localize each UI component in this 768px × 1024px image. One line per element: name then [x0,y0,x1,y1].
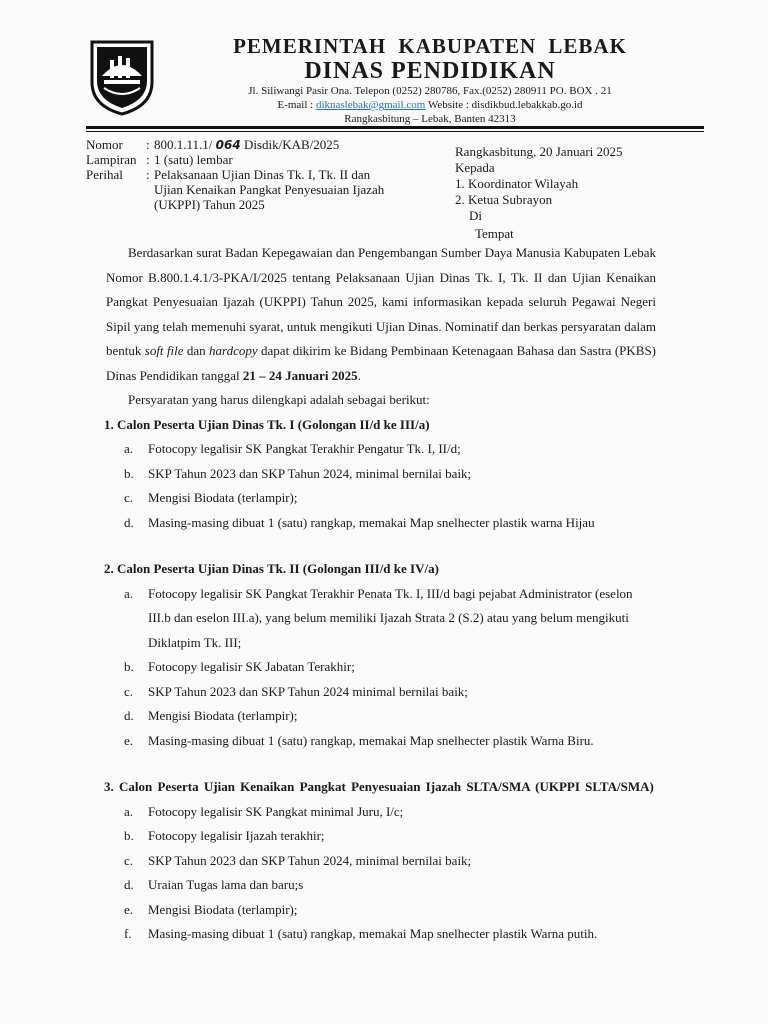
list-item [106,704,656,729]
intro-text-a: Berdasarkan surat Badan Kepegawaian dan Pengembangan Sumber Daya Manusia Kabupaten Lebak Nomor B.800.1.4.1/3-PKA/I/2025 tentang Pelaksanaan Ujian Dinas Tk. I, Tk. II dan Ujian Kenaikan Pangkat Penyesuaian Ijazah (UKPPI) Tahun 2025, kami informasikan kepada seluruh Pegawai Negeri Sipil yang telah memenuhi syarat, untuk mengikuti Ujian Dinas. Nominatif dan berkas persyaratan dalam bentuk [106,245,656,358]
list-item-text: SKP Tahun 2023 dan SKP Tahun 2024, minimal bernilai baik; [148,852,472,868]
lampiran-value: 1 (satu) lembar [154,152,233,167]
email-link[interactable]: diknaslebak@gmail.com [315,99,426,111]
nomor-suffix: Disdik/KAB/2025 [240,137,340,152]
list-marker: b. [124,659,134,674]
email-label: E-mail : [277,99,316,111]
section-gap [106,753,656,775]
list-marker: c. [124,683,134,699]
list-item [106,849,656,874]
list-marker: d. [124,877,134,892]
list-item-text: SKP Tahun 2023 dan SKP Tahun 2024, minimal bernilai baik; [148,465,472,481]
requirement-section [106,557,656,753]
list-item [106,800,656,825]
deadline-date: 21 – 24 Januari 2025 [242,367,358,383]
list-item-text: Fotocopy legalisir SK Pangkat minimal Juru, I/c; [148,803,404,819]
section-title: 3. Calon Peserta Ujian Kenaikan Pangkat Penyesuaian Ijazah SLTA/SMA (UKPPI SLTA/SMA) [104,779,654,794]
letter-body [106,241,656,947]
colon: : [146,167,150,182]
list-item [106,462,656,487]
section-gap [106,535,656,557]
list-item [106,680,656,705]
list-marker: e. [124,732,134,748]
section-title: 2. Calon Peserta Ujian Dinas Tk. II (Golongan III/d ke IV/a) [104,561,439,576]
perihal-label: Perihal [86,167,123,182]
nomor-prefix: 800.1.11.1/ [154,137,216,152]
intro-paragraph [106,241,656,388]
requirements-intro-text: Persyaratan yang harus dilengkapi adalah sebagai berikut: [128,392,430,407]
letter-date: Rangkasbitung, 20 Januari 2025 [455,144,623,159]
recipient-tempat: Tempat [475,226,514,241]
letterhead [160,34,700,126]
requirement-list [106,437,656,535]
colon: : [146,152,150,167]
list-item-text: Mengisi Biodata (terlampir); [148,490,298,505]
section-title: 1. Calon Peserta Ujian Dinas Tk. I (Golongan II/d ke III/a) [104,416,430,432]
recipient-to: Kepada [455,160,495,175]
perihal-line-3: (UKPPI) Tahun 2025 [154,197,265,212]
nomor-handwritten: 064 [215,138,241,152]
list-marker: a. [124,803,134,819]
regency-crest-icon [88,36,156,116]
recipient-di: Di [469,208,482,223]
list-marker: e. [124,901,134,917]
list-item [106,922,656,947]
requirements-intro [106,388,656,413]
list-marker: a. [124,441,134,456]
list-item-text: Mengisi Biodata (terlampir); [148,901,298,917]
colon: : [146,137,150,152]
list-item-text: Fotocopy legalisir SK Pangkat Terakhir Pengatur Tk. I, II/d; [148,441,461,456]
recipient-item: 1. Koordinator Wilayah [455,176,579,191]
recipient-item: 2. Ketua Subrayon [455,192,553,207]
list-item-text: SKP Tahun 2023 dan SKP Tahun 2024 minimal bernilai baik; [148,683,468,699]
list-item [106,437,656,462]
list-item-text: Masing-masing dibuat 1 (satu) rangkap, memakai Map snelhecter plastik warna Hijau [148,514,595,530]
list-item [106,824,656,849]
website-text: Website : disdikbud.lebakkab.go.id [425,99,583,111]
list-item [106,486,656,511]
contact-line [160,98,700,112]
requirement-section [106,413,656,536]
list-item-text: Masing-masing dibuat 1 (satu) rangkap, memakai Map snelhecter plastik Warna Biru. [148,732,594,748]
requirement-list [106,582,656,754]
nomor-label: Nomor [86,137,123,152]
list-item [106,729,656,754]
soft-file-term: soft file [144,343,184,358]
letterhead-rule-thick [86,126,704,129]
letterhead-rule-thin [86,131,704,132]
lampiran-label: Lampiran [86,152,137,167]
city-line: Rangkasbitung – Lebak, Banten 42313 [344,113,516,125]
perihal-line-2: Ujian Kenaikan Pangkat Penyesuaian Ijazah [154,182,385,197]
recipient-block [455,144,623,242]
list-item-text: Mengisi Biodata (terlampir); [148,708,298,723]
address-line: Jl. Siliwangi Pasir Ona. Telepon (0252) 280786, Fax.(0252) 280911 PO. BOX . 21 [248,85,612,97]
requirement-list [106,800,656,947]
perihal-line-1: Pelaksanaan Ujian Dinas Tk. I, Tk. II dan [154,167,371,182]
requirement-section [106,775,656,947]
list-marker: f. [124,926,132,941]
list-marker: c. [124,852,134,868]
list-item-text: Uraian Tugas lama dan baru;s [148,877,304,892]
nomor-value [154,137,339,153]
intro-dan: dan [183,343,210,358]
list-marker: b. [124,465,134,481]
list-marker: d. [124,514,134,530]
list-item [106,511,656,536]
intro-end: . [357,367,361,383]
list-item [106,873,656,898]
list-marker: a. [124,585,134,601]
department-name: DINAS PENDIDIKAN [304,58,556,84]
hardcopy-term: hardcopy [209,343,258,358]
list-marker: c. [124,490,134,505]
government-name: PEMERINTAH KABUPATEN LEBAK [233,34,627,58]
list-item [106,898,656,923]
list-item-text: Fotocopy legalisir SK Pangkat Terakhir Penata Tk. I, III/d bagi pejabat Administrator (eselon III.b dan eselon III.a), yang belum memiliki Ijazah Strata 2 (S.2) atau yang belum mengikuti Diklatpim Tk. III; [148,585,633,650]
requirement-sections [106,413,656,947]
list-item-text: Fotocopy legalisir Ijazah terakhir; [148,828,325,843]
list-item-text: Masing-masing dibuat 1 (satu) rangkap, memakai Map snelhecter plastik Warna putih. [148,926,598,941]
intro-text-b: dapat dikirim ke Bidang Pembinaan Ketenagaan Bahasa dan Sastra (PKBS) Dinas Pendidikan tanggal [106,343,656,383]
list-item [106,582,656,656]
list-marker: b. [124,828,134,843]
list-item-text: Fotocopy legalisir SK Jabatan Terakhir; [148,659,355,674]
list-item [106,655,656,680]
list-marker: d. [124,708,134,723]
